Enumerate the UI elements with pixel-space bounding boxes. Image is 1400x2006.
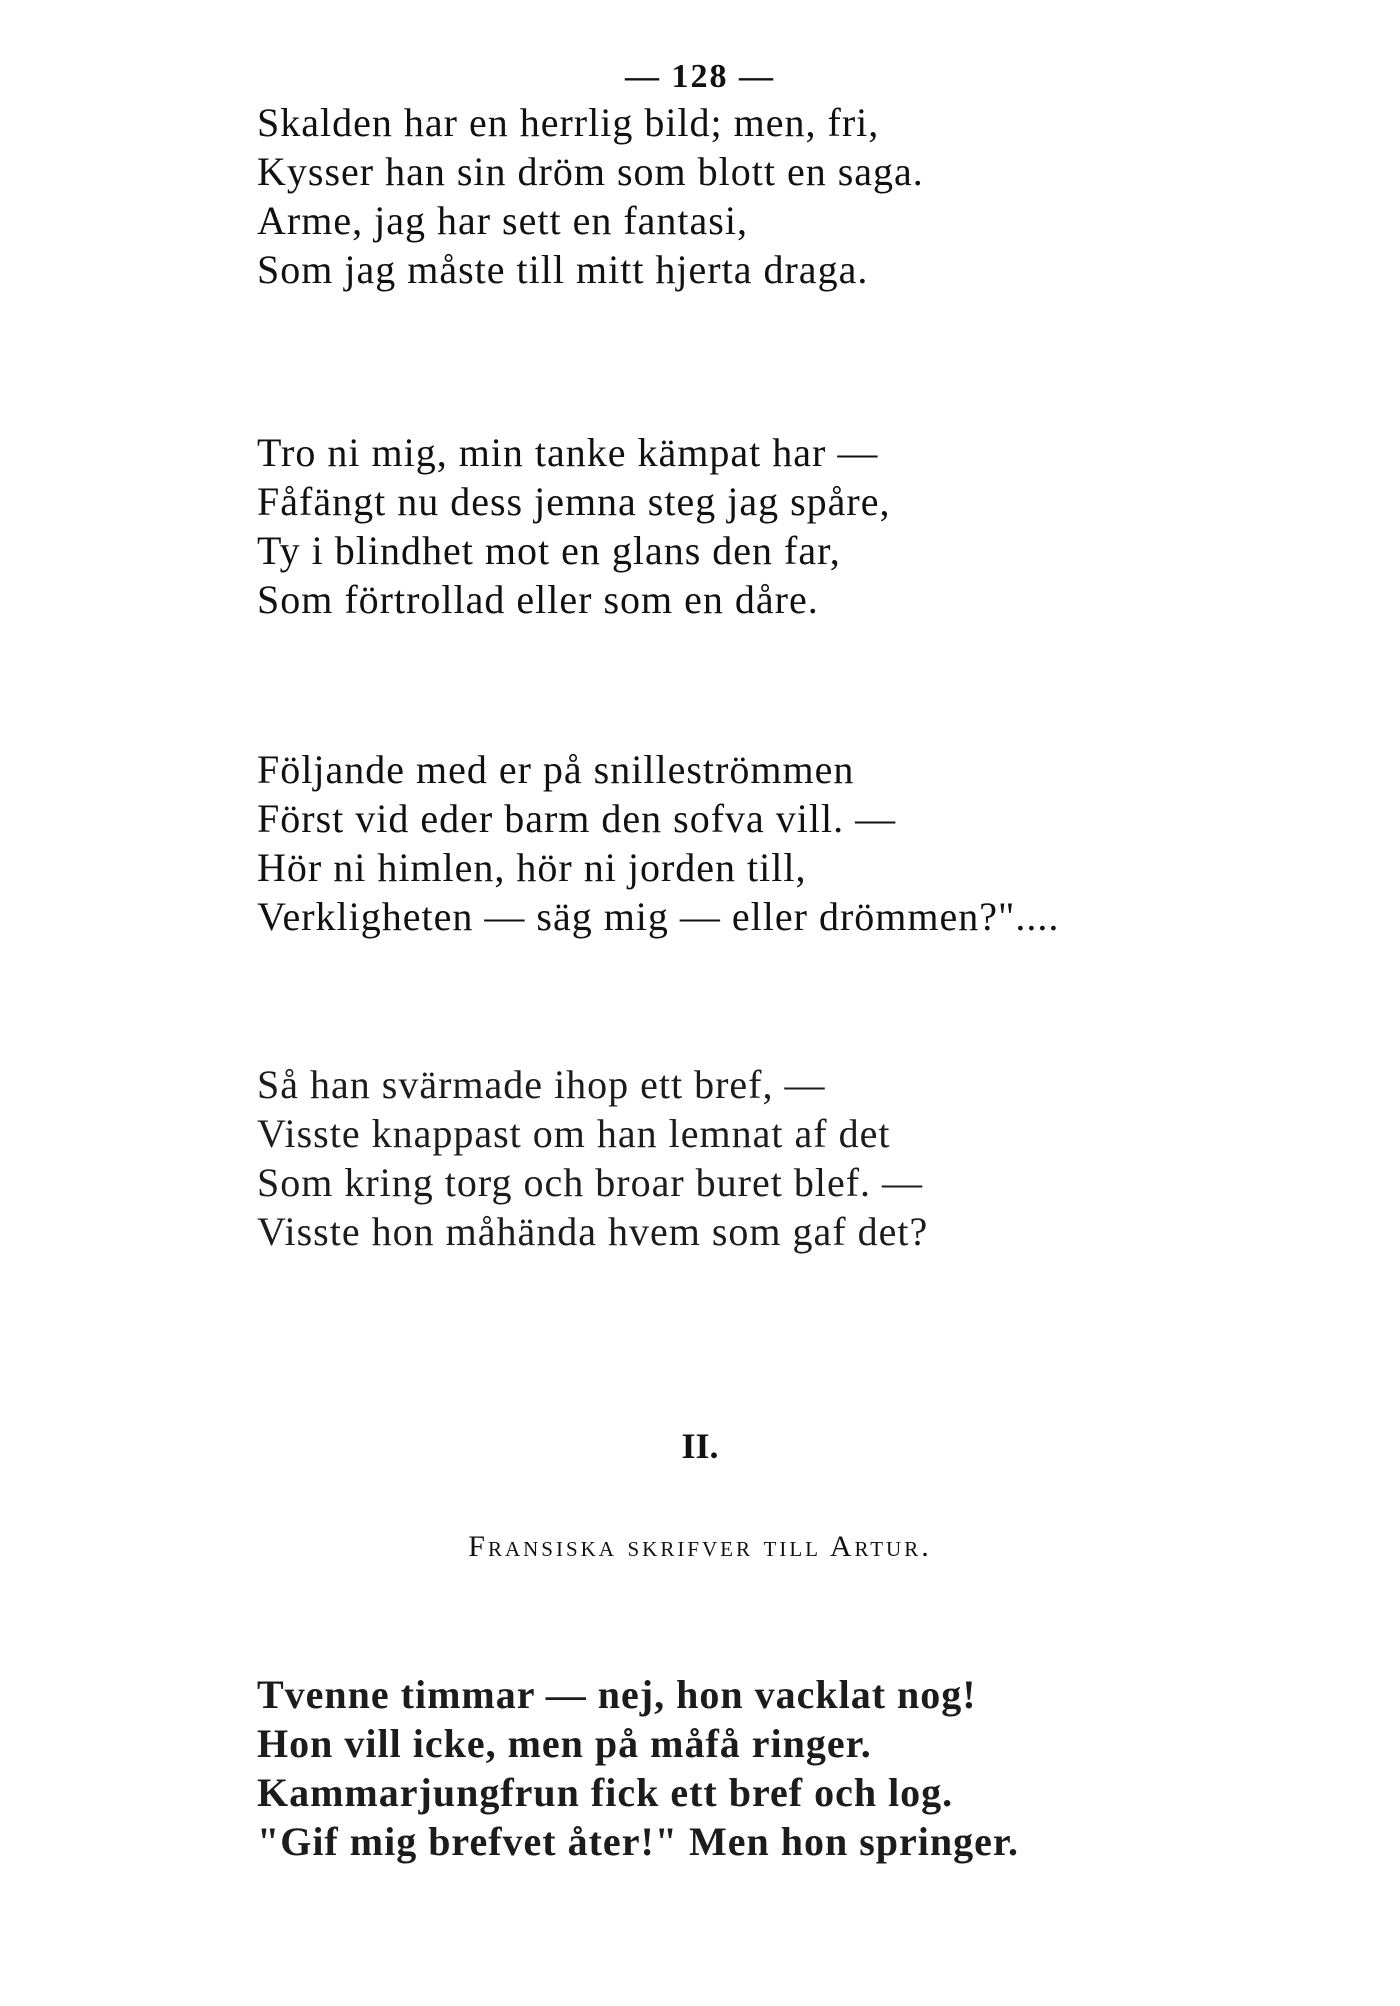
verse-line: Arme, jag har sett en fantasi, xyxy=(257,198,748,243)
verse-line: Följande med er på snilleströmmen xyxy=(257,747,855,792)
verse-line: "Gif mig brefvet åter!" Men hon springer. xyxy=(257,1819,1019,1864)
verse-line: Hör ni himlen, hör ni jorden till, xyxy=(257,845,807,890)
verse-line: Så han svärmade ihop ett bref, — xyxy=(257,1062,826,1107)
section-number: II. xyxy=(681,1426,719,1466)
verse-line: Visste hon måhända hvem som gaf det? xyxy=(257,1209,929,1254)
stanza-2 xyxy=(257,428,1357,624)
stanza-5 xyxy=(257,1670,1357,1866)
verse-line: Kysser han sin dröm som blott en saga. xyxy=(257,149,924,194)
verse-line: Visste knappast om han lemnat af det xyxy=(257,1111,891,1156)
verse-line: Kammarjungfrun fick ett bref och log. xyxy=(257,1770,954,1815)
section-title: Fransiska skrifver till Artur. xyxy=(468,1530,932,1563)
verse-line: Fåfängt nu dess jemna steg jag spåre, xyxy=(257,479,891,524)
verse-line: Som kring torg och broar buret blef. — xyxy=(257,1160,924,1205)
verse-line: Tvenne timmar — nej, hon vacklat nog! xyxy=(257,1672,977,1717)
stanza-3 xyxy=(257,745,1357,941)
stanza-1 xyxy=(257,98,1357,294)
verse-line: Tro ni mig, min tanke kämpat har — xyxy=(257,430,879,475)
page-number: — 128 — xyxy=(625,58,775,95)
verse-line: Verkligheten — säg mig — eller drömmen?".... xyxy=(257,894,1060,939)
verse-line: Som jag måste till mitt hjerta draga. xyxy=(257,247,869,292)
verse-line: Ty i blindhet mot en glans den far, xyxy=(257,528,841,573)
verse-line: Först vid eder barm den sofva vill. — xyxy=(257,796,897,841)
stanza-4 xyxy=(257,1060,1357,1256)
verse-line: Skalden har en herrlig bild; men, fri, xyxy=(257,100,880,145)
verse-line: Som förtrollad eller som en dåre. xyxy=(257,577,819,622)
verse-line: Hon vill icke, men på måfå ringer. xyxy=(257,1721,872,1766)
